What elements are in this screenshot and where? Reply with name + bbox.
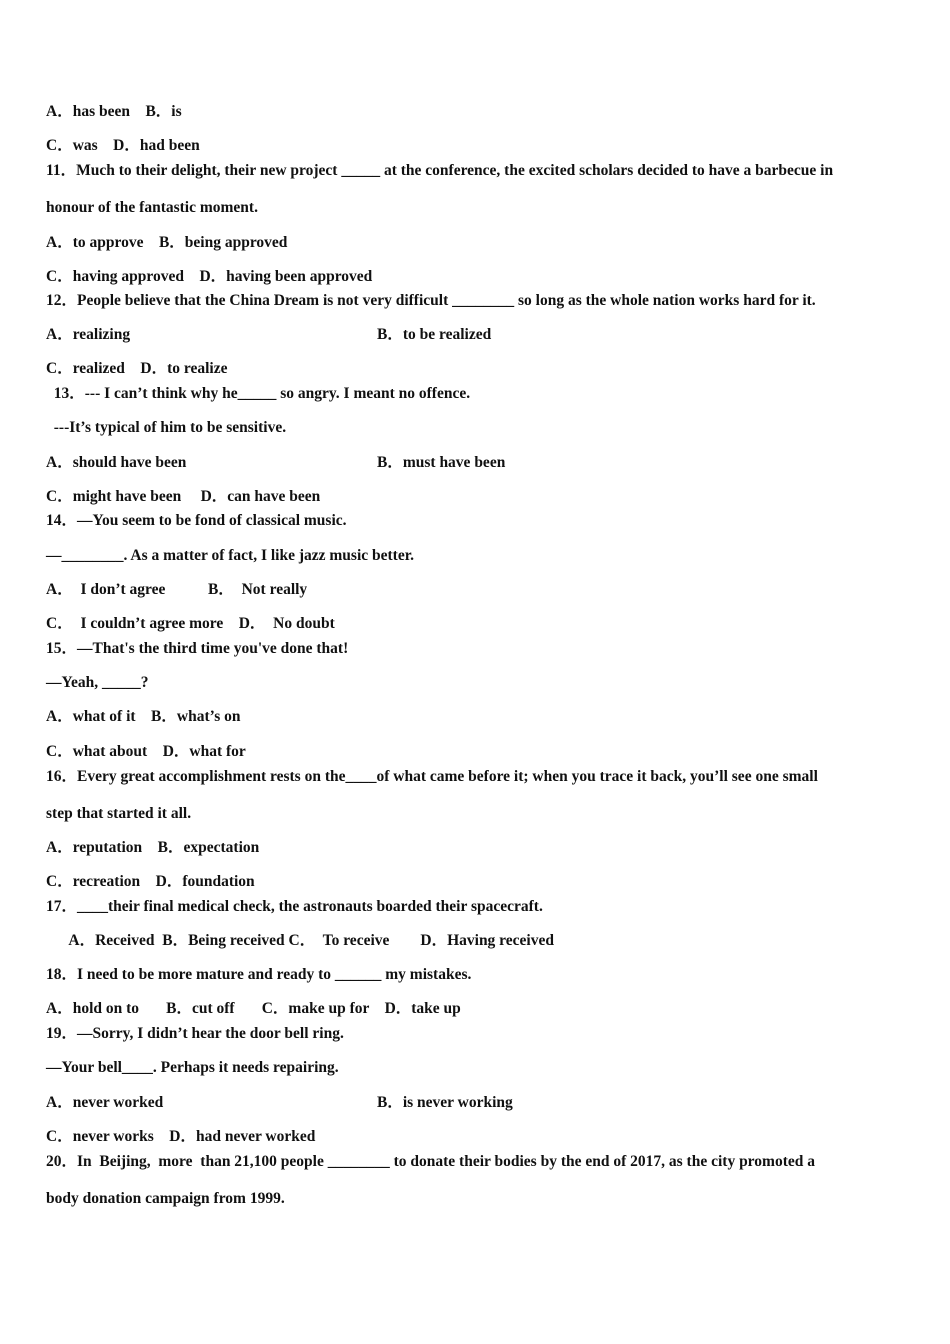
text-line: honour of the fantastic moment. (46, 199, 258, 216)
text-line: —________. As a matter of fact, I like jazz music better. (46, 547, 415, 564)
text-line: C．might have been D．can have been (46, 488, 321, 505)
text-line: A．should have been (46, 454, 187, 471)
text-line: A．what of it B．what’s on (46, 708, 241, 725)
text-line: A．reputation B．expectation (46, 839, 260, 856)
text-line: 11．Much to their delight, their new project _____ at the conference, the excited scholars decided to have a barbecue in (46, 162, 834, 179)
text-line: C．never works D．had never worked (46, 1128, 316, 1145)
option-right-column: B．must have been (377, 454, 506, 471)
text-line: 15．—That's the third time you've done that! (46, 640, 349, 657)
text-line: ---It’s typical of him to be sensitive. (46, 419, 287, 436)
text-line: 17．____their final medical check, the astronauts boarded their spacecraft. (46, 898, 543, 915)
text-line: C． I couldn’t agree more D． No doubt (46, 615, 335, 632)
text-line: C．realized D．to realize (46, 360, 228, 377)
text-line: C．what about D．what for (46, 743, 246, 760)
option-right-column: B．to be realized (377, 326, 492, 343)
text-line: 18．I need to be more mature and ready to ______ my mistakes. (46, 966, 472, 983)
text-line: A．hold on to B．cut off C．make up for D．take up (46, 1000, 461, 1017)
text-line: A．to approve B．being approved (46, 234, 288, 251)
text-line: 12．People believe that the China Dream is not very difficult ________ so long as the whole nation works hard for it. (46, 292, 816, 309)
text-line: A．Received B．Being received C． To receive D．Having received (46, 932, 554, 949)
text-line: A． I don’t agree B． Not really (46, 581, 308, 598)
text-line: A．never worked (46, 1094, 164, 1111)
text-line: A．has been B．is (46, 103, 182, 120)
text-line: 16．Every great accomplishment rests on the____of what came before it; when you trace it back, you’ll see one small (46, 768, 818, 785)
text-line: 19．—Sorry, I didn’t hear the door bell ring. (46, 1025, 344, 1042)
text-line: A．realizing (46, 326, 131, 343)
text-line: body donation campaign from 1999. (46, 1190, 285, 1207)
option-right-column: B．is never working (377, 1094, 513, 1111)
text-line: 20．In Beijing, more than 21,100 people ________ to donate their bodies by the end of 2017, as the city promoted a (46, 1153, 815, 1170)
text-line: C．having approved D．having been approved (46, 268, 373, 285)
text-line: C．was D．had been (46, 137, 200, 154)
text-line: step that started it all. (46, 805, 192, 822)
text-line: 13．--- I can’t think why he_____ so angry. I meant no offence. (46, 385, 471, 402)
text-line: —Yeah, _____? (46, 674, 149, 691)
text-line: 14．—You seem to be fond of classical music. (46, 512, 347, 529)
text-line: —Your bell____. Perhaps it needs repairing. (46, 1059, 339, 1076)
text-line: C．recreation D．foundation (46, 873, 255, 890)
